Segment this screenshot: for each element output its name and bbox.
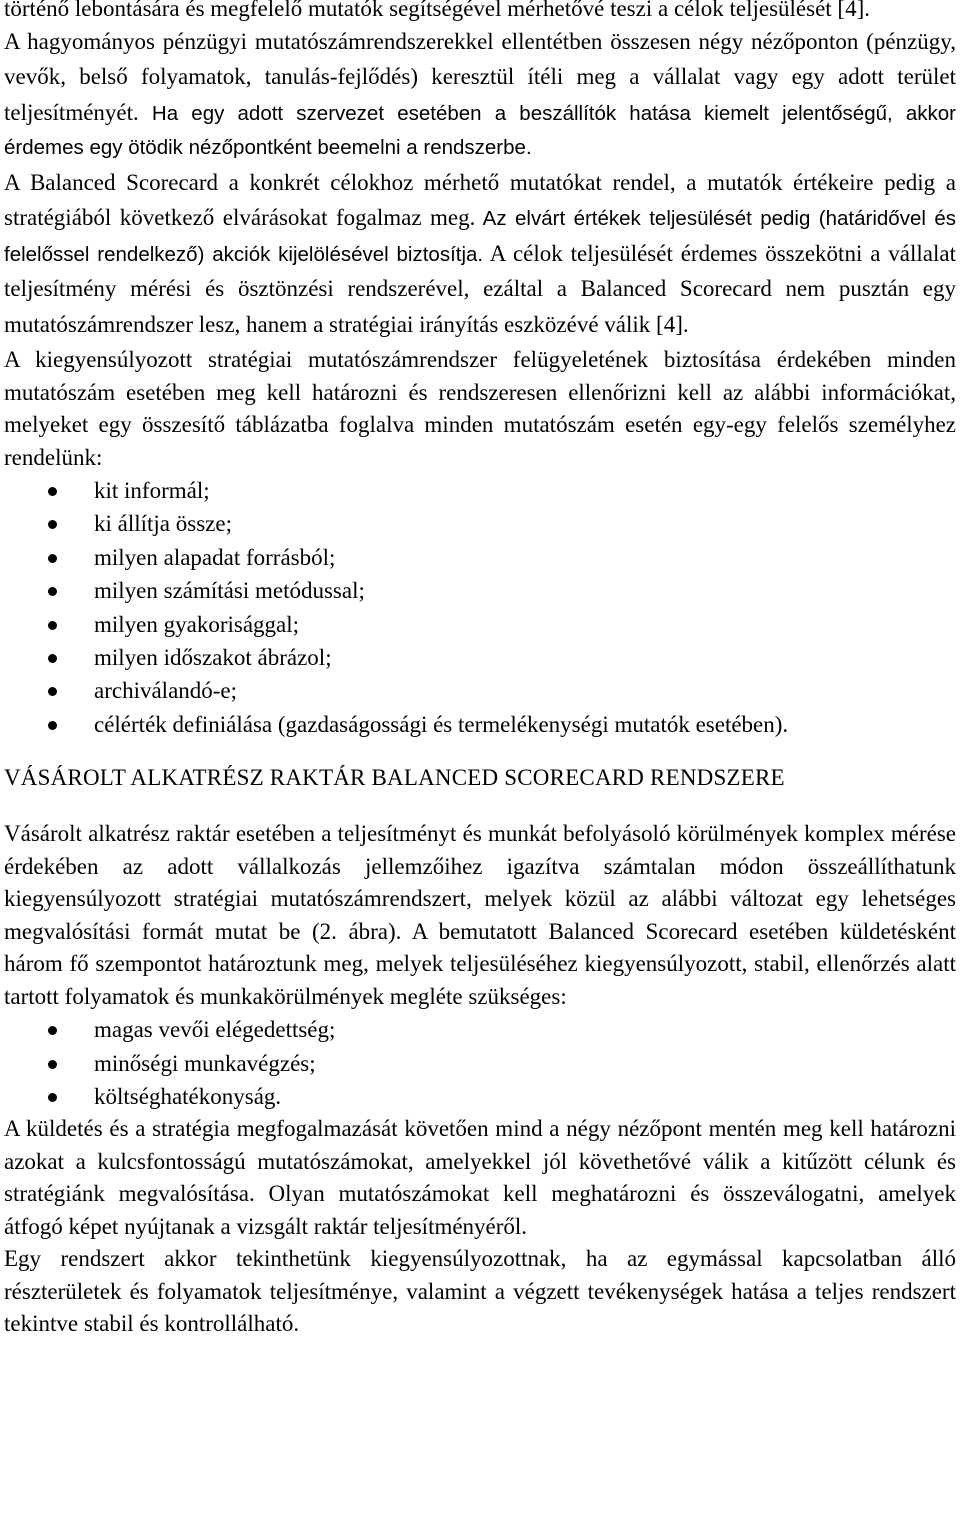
bullet-icon — [48, 687, 57, 696]
list-item: milyen számítási metódussal; — [4, 574, 956, 607]
document-page — [4, 0, 956, 1341]
bullet-icon — [48, 654, 57, 663]
list-item: magas vevői elégedettség; — [4, 1013, 956, 1046]
list-item: kit informál; — [4, 474, 956, 507]
bullet-icon — [48, 520, 57, 529]
mission-strategy-paragraph: A küldetés és a stratégia megfogalmazását követően mind a négy nézőpont mentén meg kell határozni azokat a kulcsfontosságú mutatószámokat, amelyekkel jól követhetővé válik a kitűzött célunk és stratégiánk megvalósítása. Olyan mutatószámokat kell meghatározni és összeválogatni, amelyek átfogó képet nyújtanak a vizsgált raktár teljesítményéről. — [4, 1116, 956, 1239]
information-paragraph: A kiegyensúlyozott stratégiai mutatószámrendszer felügyeletének biztosítása érdekében minden mutatószám esetében meg kell határozni és rendszeresen ellenőrizni kell az alábbi információkat, melyeket egy összesítő táblázatba foglalva minden mutatószám esetén egy-egy felelős személyhez rendelünk: — [4, 347, 956, 470]
incentive-system-text: A célok teljesülését érdemes összekötni a vállalat teljesítmény mérési és ösztönzési rendszerével, ezáltal a Balanced Scorecard nem pusztán egy mutatószámrendszer lesz, hanem a stratégiai irányítás eszközévé válik [4]. — [4, 240, 956, 337]
bullet-icon — [48, 621, 57, 630]
list-item: célérték definiálása (gazdaságossági és termelékenységi mutatók esetében). — [4, 708, 956, 741]
bullet-icon — [48, 587, 57, 596]
list-item: minőségi munkavégzés; — [4, 1047, 956, 1080]
list-item: archiválandó-e; — [4, 674, 956, 707]
intro-continuation-paragraph: történő lebontására és megfelelő mutatók segítségével mérhetővé teszi a célok teljesülését [4]. — [4, 0, 871, 21]
warehouse-paragraph: Vásárolt alkatrész raktár esetében a teljesítményt és munkát befolyásoló körülmények komplex mérése érdekében az adott vállalkozás jellemzőihez igazítva számtalan módon összeállíthatunk kiegyensúlyozott stratégiai mutatószámrendszert, melyek közül az alábbi változat egy lehetséges megvalósítási formát mutat be (2. ábra). A bemutatott Balanced Scorecard esetében küldetésként három fő szempontot határoztunk meg, melyek teljesüléséhez kiegyensúlyozott, stabil, ellenőrzés alatt tartott folyamatok és munkakörülmények megléte szükséges: — [4, 821, 956, 1009]
list-item: ki állítja össze; — [4, 507, 956, 540]
bullet-icon — [48, 721, 57, 730]
bullet-icon — [48, 1060, 57, 1069]
bullet-icon — [48, 1026, 57, 1035]
list-item: költséghatékonyság. — [4, 1080, 956, 1113]
list-item: milyen gyakorisággal; — [4, 608, 956, 641]
list-item: milyen alapadat forrásból; — [4, 541, 956, 574]
bsc-perspectives-text: A hagyományos pénzügyi mutatószámrendszerekkel ellentétben összesen négy nézőponton (pénzügy, vevők, belső folyamatok, tanulás-fejlődés) keresztül ítéli meg a vállalat vagy egy adott terület teljesítményét. — [4, 28, 956, 125]
bullet-icon — [48, 487, 57, 496]
mission-list — [4, 1013, 956, 1113]
list-item: milyen időszakot ábrázol; — [4, 641, 956, 674]
bsc-targets-text: A Balanced Scorecard a konkrét célokhoz mérhető mutatókat rendel, a mutatók értékeire pedig a stratégiából következő elvárásokat fogalmaz meg. — [4, 169, 956, 230]
section-heading: VÁSÁROLT ALKATRÉSZ RAKTÁR BALANCED SCORECARD RENDSZERE — [4, 765, 785, 791]
bullet-icon — [48, 1093, 57, 1102]
balanced-system-paragraph: Egy rendszert akkor tekinthetünk kiegyensúlyozottnak, ha az egymással kapcsolatban álló részterületek és folyamatok teljesítménye, valamint a végzett tevékenységek hatása a teljes rendszert tekintve stabil és kontrollálható. — [4, 1246, 956, 1337]
bsc-targets-paragraph — [4, 167, 956, 345]
supplier-perspective-text: Ha egy adott szervezet esetében a beszállítók hatása kiemelt jelentőségű, akkor érdemes egy ötödik nézőpontként beemelni a rendszerbe. — [4, 101, 956, 159]
bsc-perspectives-paragraph — [4, 26, 956, 167]
bullet-icon — [48, 554, 57, 563]
expected-values-text: Az elvárt értékek teljesülését pedig (határidővel és felelőssel rendelkező) akciók kijelölésével biztosítja. — [4, 207, 956, 266]
information-list — [4, 474, 956, 741]
